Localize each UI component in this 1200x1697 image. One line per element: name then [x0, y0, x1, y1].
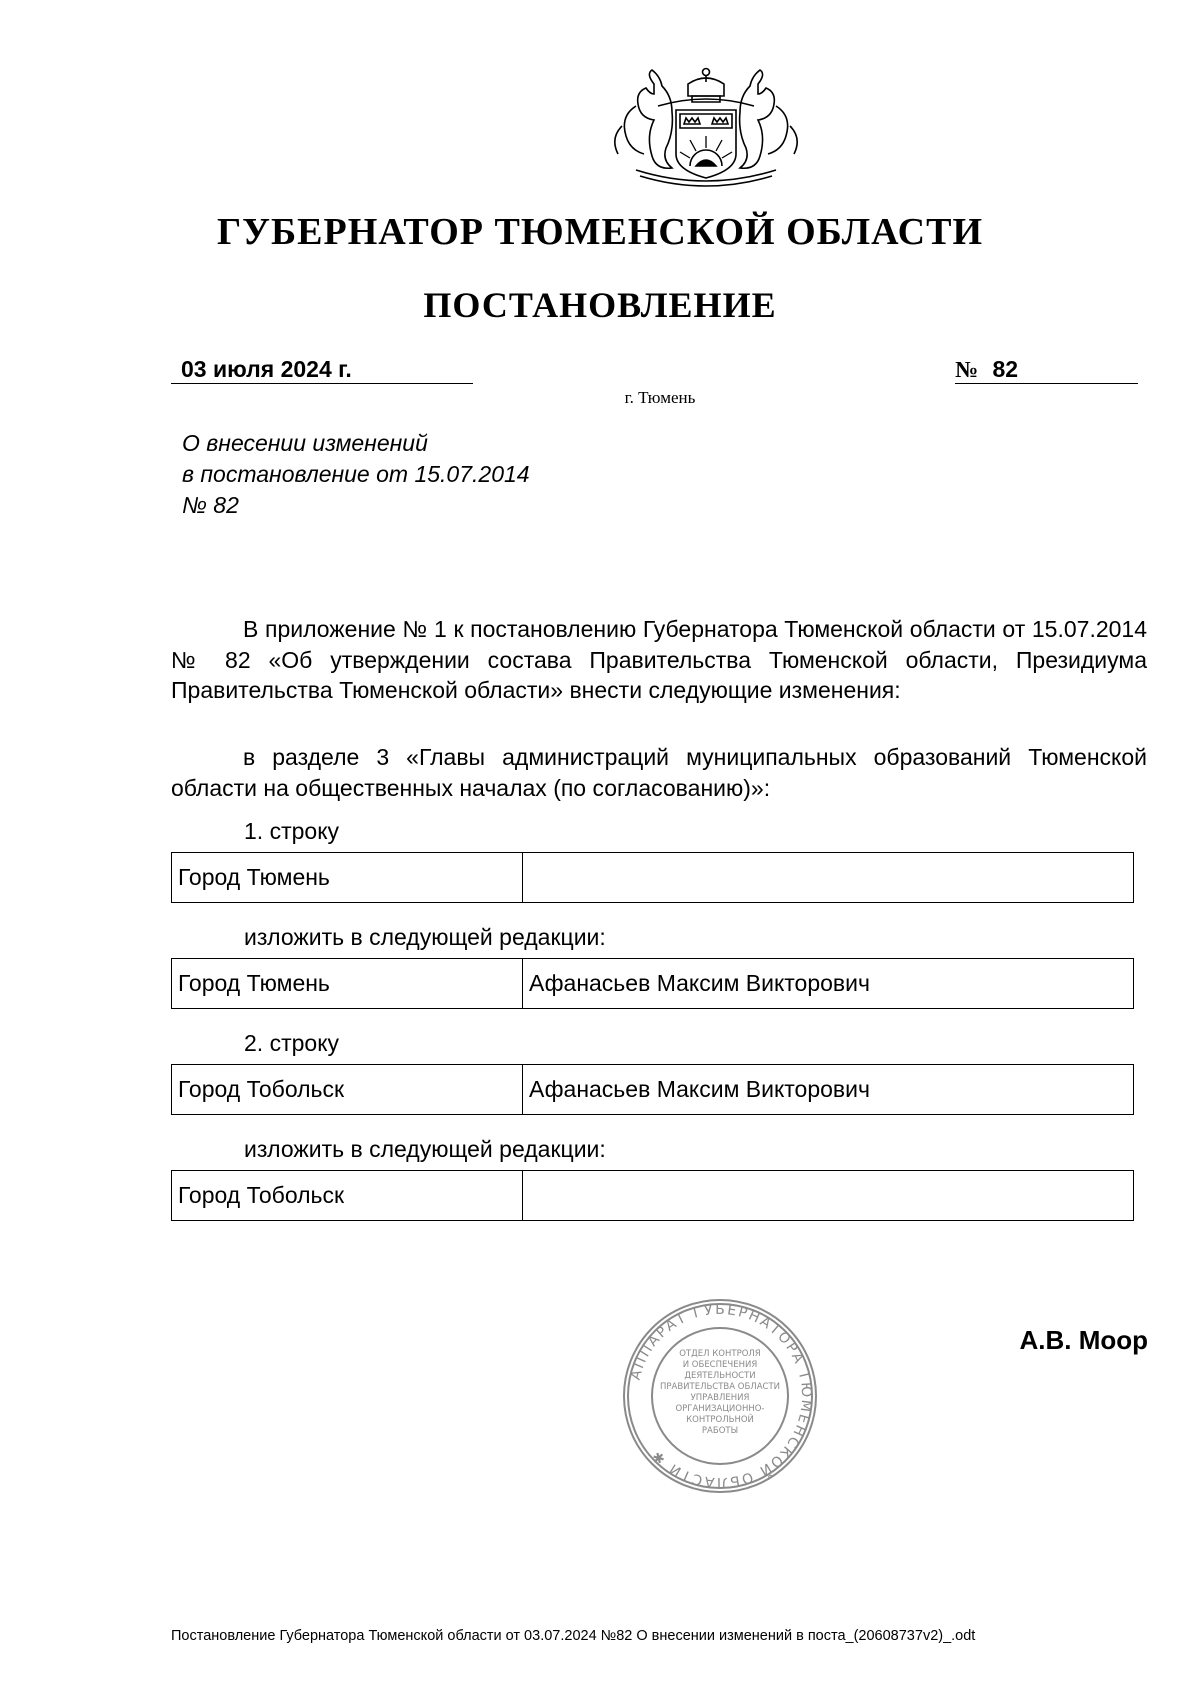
coat-of-arms-icon [596, 66, 816, 188]
item-1-label: 1. строку [244, 818, 340, 844]
footer-filename: Постановление Губернатора Тюменской области от 03.07.2024 №82 О внесении изменений в поста_(20608737v2)_.odt [171, 1628, 976, 1644]
table-cell-head: Афанасьев Максим Викторович [523, 1065, 1134, 1115]
svg-text:И ОБЕСПЕЧЕНИЯ: И ОБЕСПЕЧЕНИЯ [682, 1360, 758, 1370]
document-type-heading: ПОСТАНОВЛЕНИЕ [423, 285, 777, 325]
document-date: 03 июля 2024 г. [181, 356, 352, 382]
body-paragraph-1: В приложение № 1 к постановлению Губернатора Тюменской области от 15.07.2014 № 82 «Об утверждении состава Правительства Тюменской области, Президиума Правительства Тюменской области» внести следующие изменения: [171, 616, 1147, 703]
table-row [172, 853, 1134, 903]
table-new-row-1 [171, 958, 1134, 1009]
table-new-row-2 [171, 1170, 1134, 1221]
svg-text:ДЕЯТЕЛЬНОСТИ: ДЕЯТЕЛЬНОСТИ [684, 1371, 756, 1381]
subject-line: О внесении изменений [182, 430, 428, 456]
svg-text:ОТДЕЛ КОНТРОЛЯ: ОТДЕЛ КОНТРОЛЯ [679, 1349, 761, 1359]
restate-label-1: изложить в следующей редакции: [244, 924, 606, 950]
svg-text:РАБОТЫ: РАБОТЫ [701, 1426, 739, 1436]
subject-line: № 82 [182, 492, 239, 518]
subject-line: в постановление от 15.07.2014 [182, 461, 530, 487]
document-date-field [171, 356, 473, 384]
table-row [172, 1171, 1134, 1221]
table-cell-municipality: Город Тобольск [172, 1065, 523, 1115]
restate-label-2: изложить в следующей редакции: [244, 1136, 606, 1162]
table-cell-municipality: Город Тюмень [172, 959, 523, 1009]
table-old-row-2 [171, 1064, 1134, 1115]
table-old-row-1 [171, 852, 1134, 903]
table-cell-head: Афанасьев Максим Викторович [523, 959, 1134, 1009]
table-row [172, 1065, 1134, 1115]
table-cell-municipality: Город Тюмень [172, 853, 523, 903]
svg-text:КОНТРОЛЬНОЙ: КОНТРОЛЬНОЙ [686, 1415, 754, 1425]
table-cell-head [523, 1171, 1134, 1221]
issue-city: г. Тюмень [624, 388, 696, 407]
body-paragraph-2: в разделе 3 «Главы администраций муниципальных образований Тюменской области на общественных началах (по согласованию)»: [171, 744, 1147, 801]
svg-text:ОРГАНИЗАЦИОННО-: ОРГАНИЗАЦИОННО- [675, 1404, 765, 1414]
svg-text:ПРАВИТЕЛЬСТВА ОБЛАСТИ: ПРАВИТЕЛЬСТВА ОБЛАСТИ [660, 1382, 780, 1392]
number-sign: № [955, 357, 979, 382]
signer-name: А.В. Моор [1019, 1325, 1148, 1355]
svg-text:АППАРАТ ГУБЕРНАТОРА ТЮМЕНСКОЙ: АППАРАТ ГУБЕРНАТОРА ТЮМЕНСКОЙ ОБЛАСТИ ✱ [627, 1301, 815, 1491]
document-subject [182, 428, 530, 521]
svg-text:УПРАВЛЕНИЯ: УПРАВЛЕНИЯ [690, 1393, 750, 1403]
document-number: 82 [992, 356, 1019, 382]
official-seal-icon [620, 1296, 820, 1496]
table-row [172, 959, 1134, 1009]
issuer-heading: ГУБЕРНАТОР ТЮМЕНСКОЙ ОБЛАСТИ [216, 211, 984, 253]
document-number-field [955, 356, 1138, 384]
table-cell-municipality: Город Тобольск [172, 1171, 523, 1221]
item-2-label: 2. строку [244, 1030, 340, 1056]
table-cell-head [523, 853, 1134, 903]
